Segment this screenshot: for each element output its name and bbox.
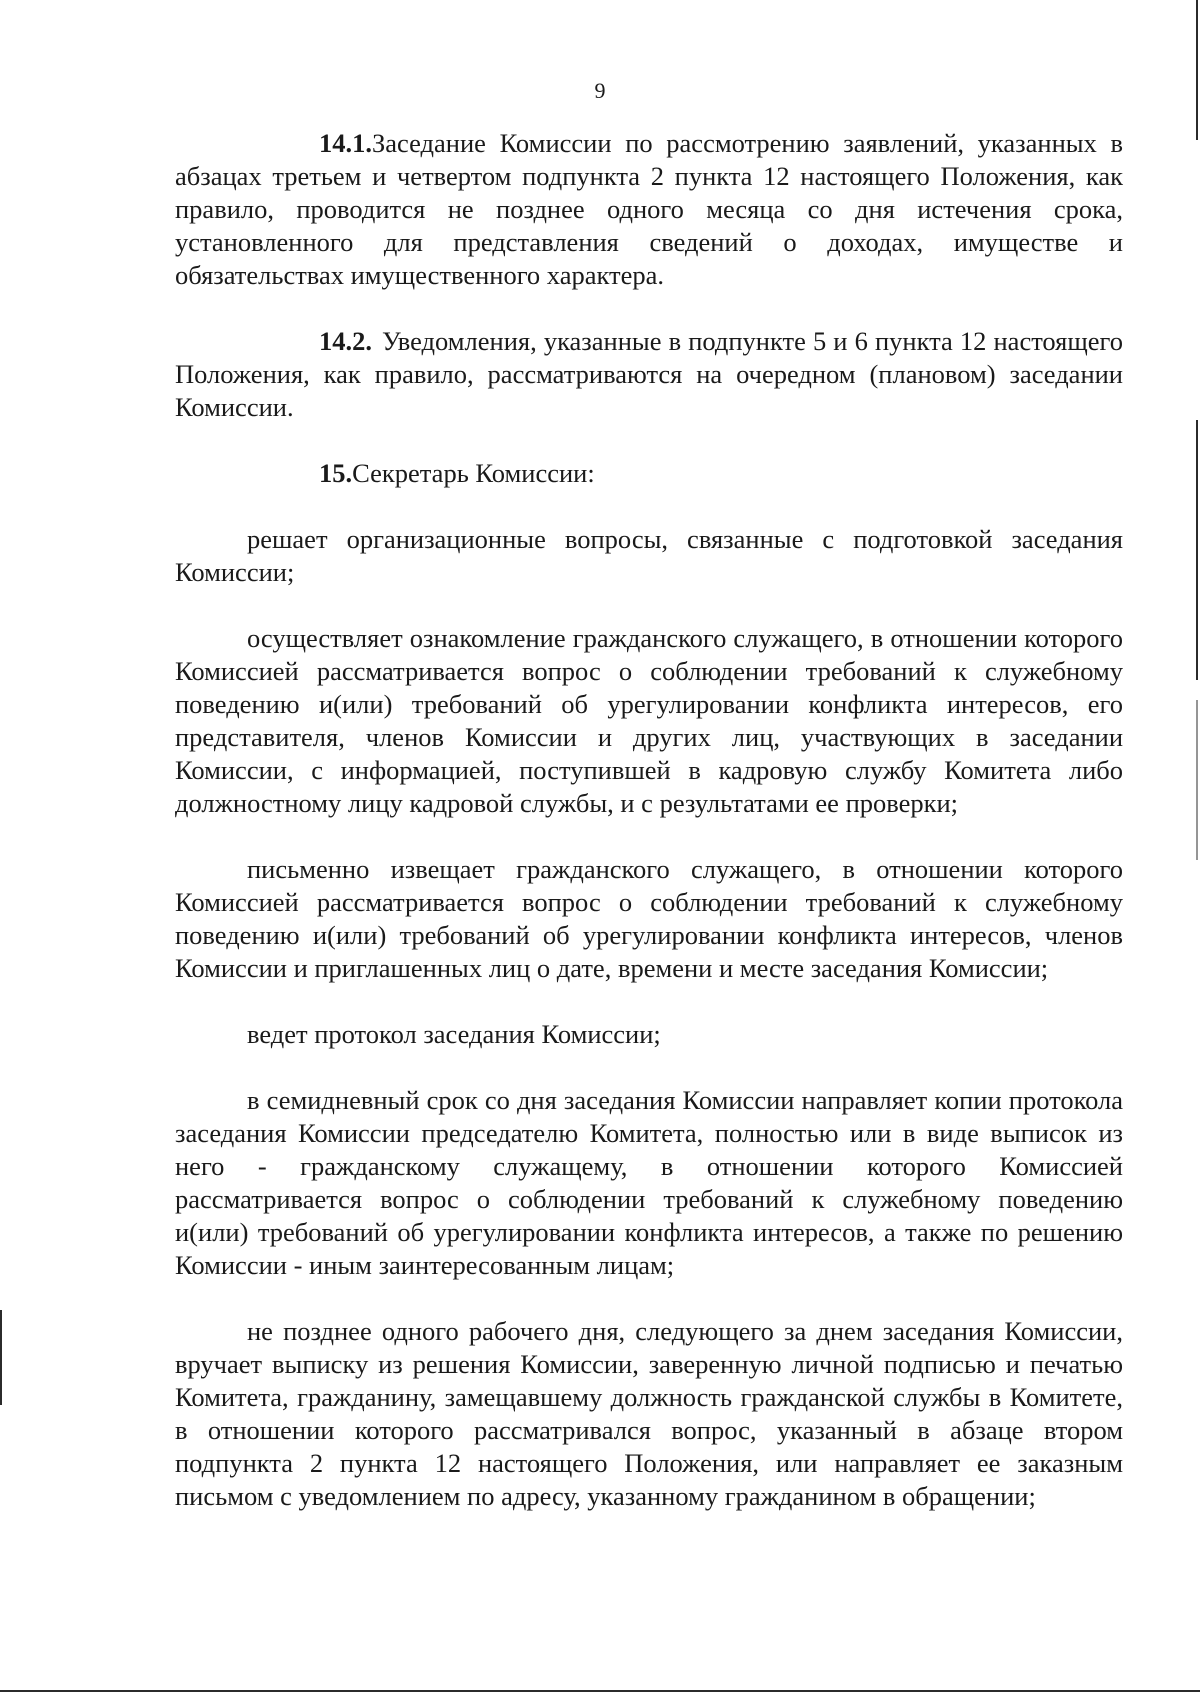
paragraph-duty-3: письменно извещает гражданского служащего, в отношении которого Комиссией рассматривается вопрос о соблюдении требований к служебному поведению и(или) требований об урегулировании конфликта интересов, членов Комиссии и приглашенных лиц о дате, времени и месте заседания Комиссии; [175, 854, 1123, 983]
paragraph-duty-4: ведет протокол заседания Комиссии; [247, 1019, 661, 1049]
clause-number: 14.2. [319, 326, 372, 356]
clause-number: 15. [319, 458, 353, 488]
document-body [175, 127, 1123, 1513]
paragraph-duty-5: в семидневный срок со дня заседания Комиссии направляет копии протокола заседания Комиссии председателю Комитета, полностью или в виде выписок из него - гражданскому служащему, в отношении которого Комиссией рассматривается вопрос о соблюдении требований к служебному поведению и(или) требований об урегулировании конфликта интересов, а также по решению Комиссии - иным заинтересованным лицам; [175, 1085, 1123, 1280]
paragraph-14-1 [175, 127, 1123, 292]
clause-number: 14.1. [319, 128, 372, 158]
paragraph-text: Заседание Комиссии по рассмотрению заявлений, указанных в абзацах третьем и четвертом подпункта 2 пункта 12 настоящего Положения, как правило, проводится не позднее одного месяца со дня истечения срока, установленного для представления сведений о доходах, имуществе и обязательствах имущественного характера. [175, 128, 1123, 290]
paragraph-text: Секретарь Комиссии: [352, 458, 595, 488]
page-number: 9 [594, 78, 606, 103]
paragraph-text: Уведомления, указанные в подпункте 5 и 6 пункта 12 настоящего Положения, как правило, рассматриваются на очередном (плановом) заседании Комиссии. [175, 326, 1123, 422]
scan-edge-line-left [0, 1310, 2, 1405]
scan-edge-line-bottom [0, 1690, 1200, 1692]
scan-edge-line-right [1196, 420, 1198, 680]
paragraph-14-2 [175, 325, 1123, 424]
paragraph-duty-2: осуществляет ознакомление гражданского служащего, в отношении которого Комиссией рассматривается вопрос о соблюдении требований к служебному поведению и(или) требований об урегулировании конфликта интересов, его представителя, членов Комиссии и других лиц, участвующих в заседании Комиссии, с информацией, поступившей в кадровую службу Комитета либо должностному лицу кадровой службы, и с результатами ее проверки; [175, 623, 1123, 818]
paragraph-duty-1: решает организационные вопросы, связанные с подготовкой заседания Комиссии; [175, 524, 1123, 587]
paragraph-15 [175, 457, 1123, 490]
paragraph-duty-6: не позднее одного рабочего дня, следующего за днем заседания Комиссии, вручает выписку из решения Комиссии, заверенную личной подписью и печатью Комитета, гражданину, замещавшему должность гражданской службы в Комитете, в отношении которого рассматривался вопрос, указанный в абзаце втором подпункта 2 пункта 12 настоящего Положения, или направляет ее заказным письмом с уведомлением по адресу, указанному гражданином в обращении; [175, 1316, 1123, 1511]
scan-edge-line-right [1196, 0, 1198, 140]
scan-edge-line-right [1196, 700, 1198, 860]
